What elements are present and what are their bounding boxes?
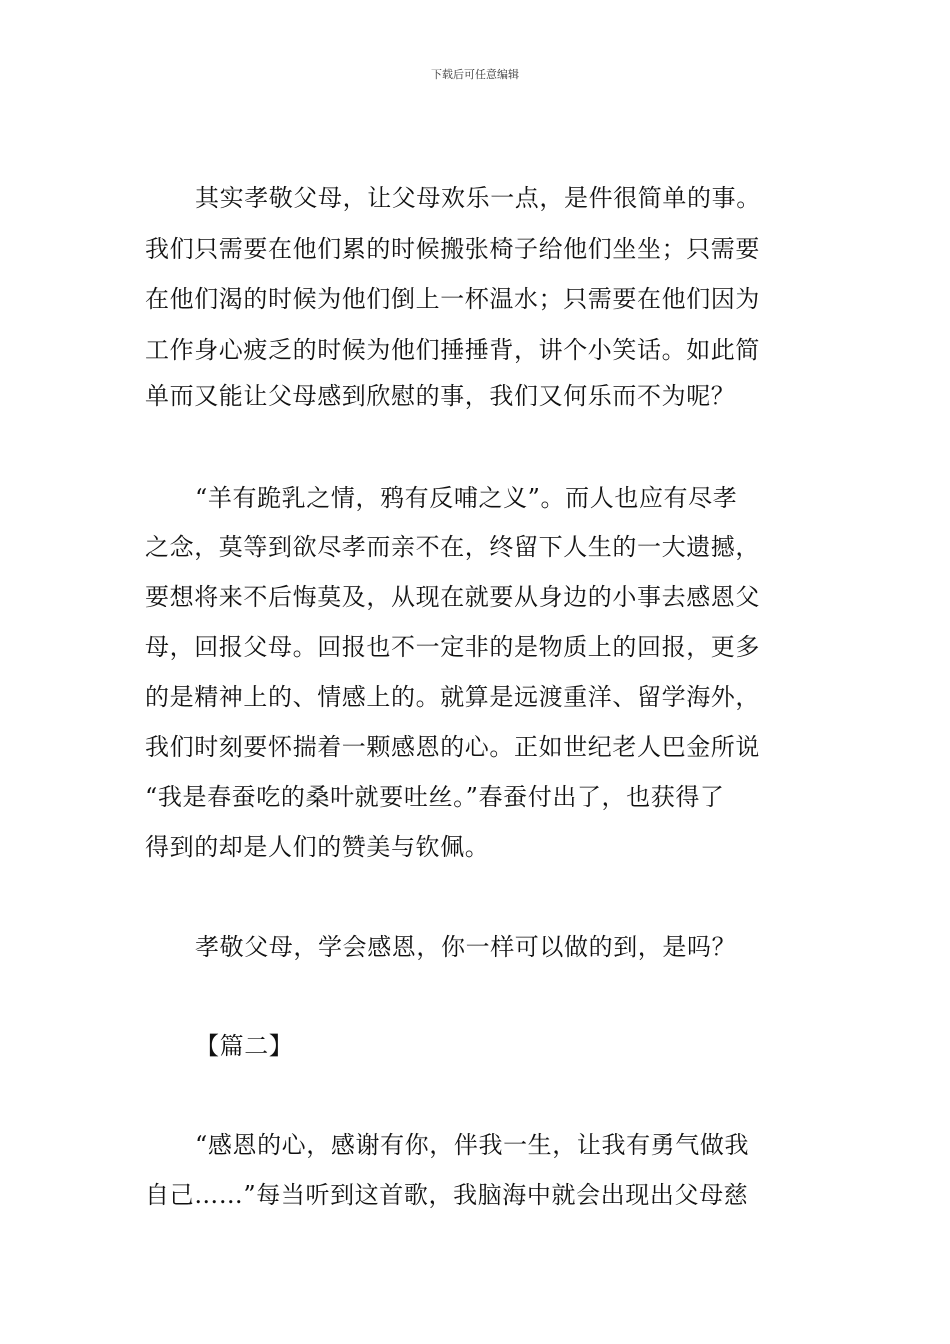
section-heading: 【篇二】 [195,1032,294,1060]
paragraph-1-line-1: 其实孝敬父母，让父母欢乐一点，是件很简单的事。 [195,184,761,212]
paragraph-2-line-5: 的是精神上的、情感上的。就算是远渡重洋、留学海外， [145,683,760,711]
paragraph-2-line-4: 母，回报父母。回报也不一定非的是物质上的回报，更多 [145,633,760,661]
paragraph-4-line-1: “感恩的心，感谢有你，伴我一生，让我有勇气做我 [195,1131,750,1159]
paragraph-2-line-8: 得到的却是人们的赞美与钦佩。 [145,833,490,861]
page-header: 下载后可任意编辑 [431,68,519,81]
paragraph-2-line-3: 要想将来不后悔莫及，从现在就要从身边的小事去感恩父 [145,583,760,611]
paragraph-1-line-2: 我们只需要在他们累的时候搬张椅子给他们坐坐；只需要 [145,235,760,263]
paragraph-1-line-4: 工作身心疲乏的时候为他们捶捶背，讲个小笑话。如此简 [145,336,760,364]
paragraph-2-line-6: 我们时刻要怀揣着一颗感恩的心。正如世纪老人巴金所说 [145,733,760,761]
paragraph-2-line-2: 之念，莫等到欲尽孝而亲不在，终留下人生的一大遗撼， [145,533,760,561]
paragraph-2-line-7: “我是春蚕吃的桑叶就要吐丝。”春蚕付出了，也获得了 [145,783,725,811]
paragraph-3-line-1: 孝敬父母，学会感恩，你一样可以做的到，是吗？ [195,933,737,961]
paragraph-4-line-2: 自己……”每当听到这首歌，我脑海中就会出现出父母慈 [145,1181,749,1209]
paragraph-1-line-3: 在他们渴的时候为他们倒上一杯温水；只需要在他们因为 [145,285,760,313]
paragraph-1-line-5: 单而又能让父母感到欣慰的事，我们又何乐而不为呢？ [145,382,736,410]
paragraph-2-line-1: “羊有跪乳之情，鸦有反哺之义”。而人也应有尽孝 [195,484,738,512]
